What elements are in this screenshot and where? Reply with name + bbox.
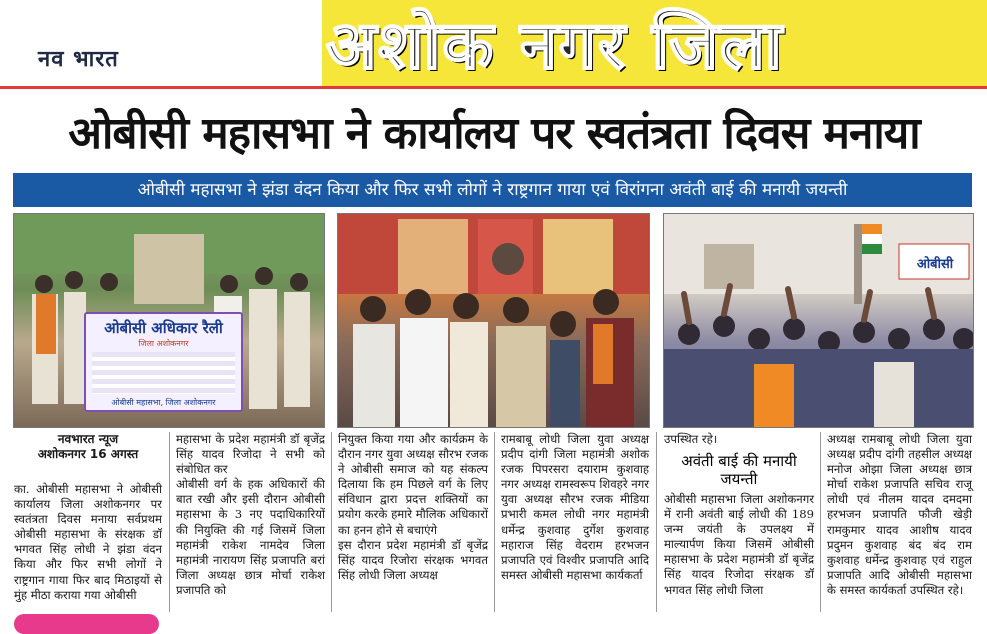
article-column-5: ओबीसी महासभा जिला अशोकनगर में रानी अवंती बाई लोधी की 189 जन्म जयंती के उपलक्ष्य में माल्यार्पण किया जिसमें ओबीसी महासभा के प्रदेश महामंत्री डॉ बृजेंद्र सिंह यादव रिजोदा संरक्षक डॉ भगवत सिंह लोधी जिला bbox=[664, 492, 814, 597]
rally-banner bbox=[84, 312, 243, 412]
newspaper-logo bbox=[38, 44, 208, 72]
rally-banner-subtitle: जिला अशोकनगर bbox=[138, 339, 189, 348]
article-column-5-top: उपस्थित रहे। bbox=[664, 432, 718, 446]
rally-banner-footer: ओबीसी महासभा, जिला अशोकनगर bbox=[111, 398, 216, 407]
column-rule bbox=[820, 432, 821, 612]
photo-flag-scene bbox=[664, 214, 973, 427]
logo-text: नव भारत bbox=[38, 47, 119, 72]
photo-flag-celebration bbox=[663, 213, 974, 428]
article-column-2: महासभा के प्रदेश महामंत्री डॉ बृजेंद्र सिंह यादव रिजोदा ने सभी को संबोधित कर ओबीसी वर्ग के हक अधिकारों की बात रखी और इसी दौरान ओबीसी महासभा के 3 नए पदाधिकारियों की नियुक्ति की गई जिसमें जिला महामंत्री राकेश नामदेव जिला महामंत्री नारायण सिंह प्रजापति बरां जिला अध्यक्ष छात्र मोर्चा राकेश प्रजापति को bbox=[176, 432, 325, 597]
column-rule bbox=[656, 432, 657, 612]
photo-rally-group bbox=[13, 213, 325, 428]
article-dateline: नवभारत न्यूज अशोकनगर 16 अगस्त bbox=[37, 432, 139, 461]
photo-office-scene bbox=[338, 214, 649, 427]
article-column-6: अध्यक्ष रामबाबू लोधी जिला युवा अध्यक्ष प्रदीप दांगी तहसील अध्यक्ष मनोज ओझा जिला अध्यक्ष छात्र मोर्चा राकेश प्रजापति सचिव राजू लोधी एवं नीलम यादव दमदमा हरभजन प्रजापति फौजी खेड़ी रामकुमार यादव आशीष यादव प्रदुमन कुशवाह बंद बंद राम कुशवाह धर्मेन्द्र कुशवाह एवं राहुल प्रजापति आदि ओबीसी महासभा के समस्त कार्यकर्ता उपस्थित रहे। bbox=[827, 432, 972, 597]
rally-banner-title: ओबीसी अधिकार रैली bbox=[104, 319, 223, 337]
next-article-tag bbox=[14, 614, 159, 634]
article-column-3: नियुक्त किया गया और कार्यक्रम के दौरान नगर युवा अध्यक्ष सौरभ रजक ने ओबीसी समाज को यह संकल्प दिलाया कि हम पिछले वर्ग के लिए संविधान द्वारा प्रदत्त शक्तियों का प्रयोग करके हमारे मौलिक अधिकारों का हनन होने से बचाएंगे इस दौरान प्रदेश महामंत्री डॉ बृजेंद्र सिंह यादव रिजोरा संरक्षक भगवत सिंह लोधी जिला अध्यक्ष bbox=[338, 432, 488, 582]
column-rule bbox=[169, 432, 170, 612]
article-subheading: अवंती बाई की मनायी जयन्ती bbox=[681, 452, 797, 488]
column-rule bbox=[331, 432, 332, 612]
photo-office-group bbox=[337, 213, 650, 428]
article-column-1: का. ओबीसी महासभा ने ओबीसी कार्यालय जिला अशोकनगर पर स्वतंत्रता दिवस मनाया सर्वप्रथम ओबीसी महासभा के संरक्षक डॉ भगवत सिंह लोधी ने झंडा वंदन किया और फिर सभी लोगों ने राष्ट्रगान गाया फिर बाद मिठाइयों से मुंह मीठा कराया गया ओबीसी bbox=[14, 482, 162, 602]
column-rule bbox=[494, 432, 495, 612]
photo3-banner-text: ओबीसी bbox=[916, 257, 954, 272]
article-column-4: रामबाबू लोधी जिला युवा अध्यक्ष प्रदीप दांगी जिला महामंत्री अशोक रजक पिपरसरा दयाराम कुशवाह नगर अध्यक्ष रामस्वरूप शिवहरे नगर युवा अध्यक्ष सौरभ रजक मीडिया प्रभारी कमल लोधी नगर महामंत्री धर्मेन्द्र कुशवाह दुर्गेश कुशवाह महाराज सिंह वेदराम हरभजन प्रजापति एवं विश्वीर प्रजापति आदि समस्त ओबीसी महासभा कार्यकर्ता bbox=[501, 432, 649, 582]
headline: ओबीसी महासभा ने कार्यालय पर स्वतंत्रता दिवस मनाया bbox=[68, 108, 920, 159]
district-title: अशोक नगर जिला bbox=[326, 7, 784, 84]
subheadline: ओबीसी महासभा ने झंडा वंदन किया और फिर सभी लोगों ने राष्ट्रगान गाया एवं विरांगना अवंती बाई की मनायी जयन्ती bbox=[137, 180, 848, 200]
header-divider bbox=[0, 86, 987, 89]
